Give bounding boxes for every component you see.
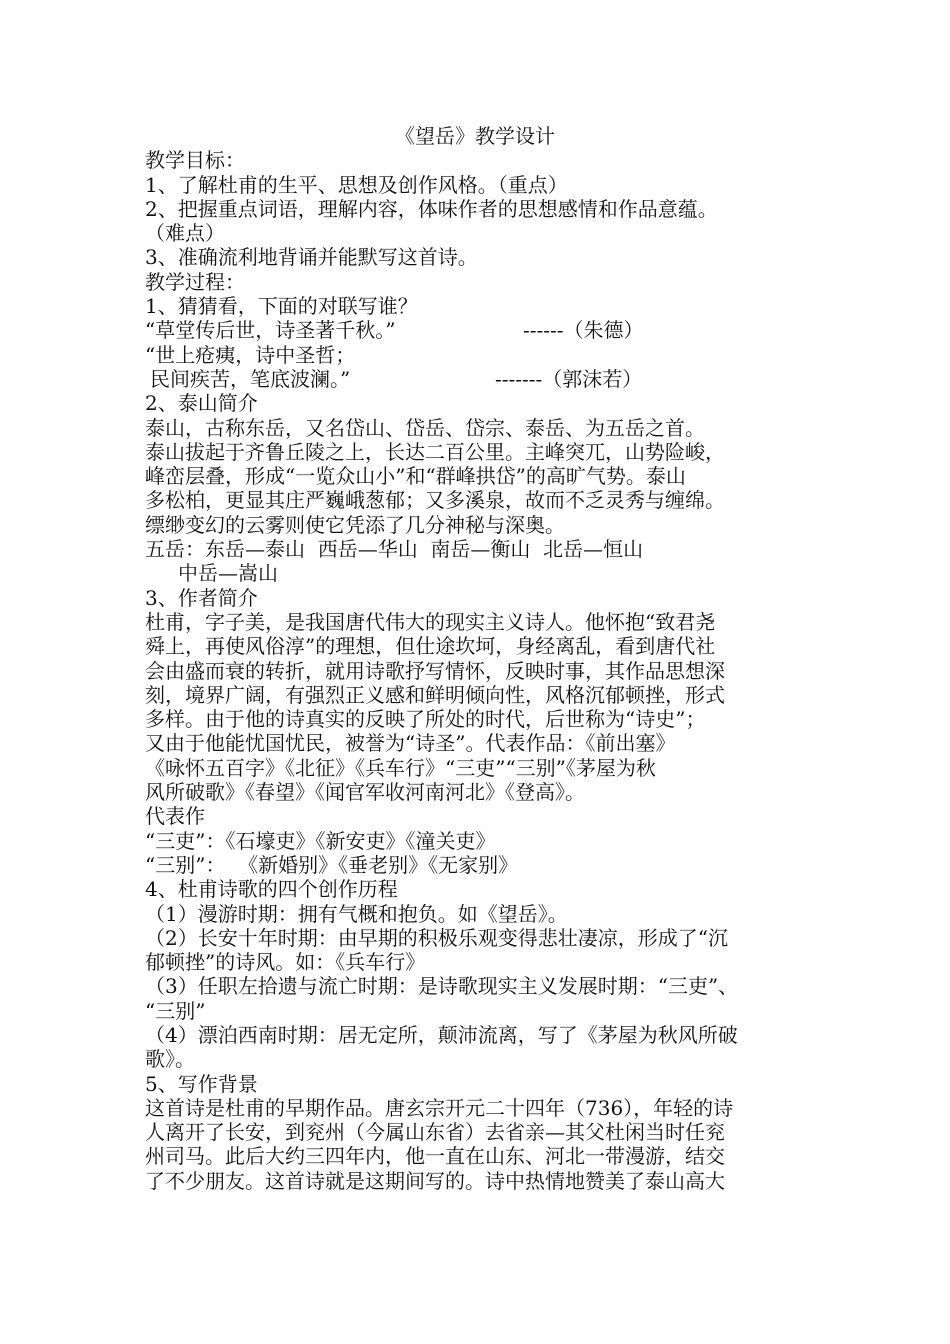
goal-item: 2、把握重点词语，理解内容，体味作者的思想感情和作品意蕴。: [145, 196, 718, 221]
paragraph-line: 这首诗是杜甫的早期作品。唐玄宗开元二十四年（736），年轻的诗: [145, 1095, 734, 1120]
couplet-signature: ------（朱德）: [523, 318, 644, 343]
paragraph-line: 舜上，再使风俗淳”的理想，但仕途坎坷，身经离乱，看到唐代社: [145, 634, 716, 659]
couplet-text: “草堂传后世，诗圣著千秋。”: [145, 318, 396, 343]
paragraph-line: 刻，境界广阔，有强烈正义感和鲜明倾向性，风格沉郁顿挫，形式: [145, 682, 725, 707]
paragraph-line: 人离开了长安，到兖州（今属山东省）去省亲—其父杜闲当时任兖: [145, 1120, 725, 1145]
document-title: 《望岳》教学设计: [395, 124, 555, 148]
paragraph-line: 郁顿挫”的诗风。如：《兵车行》: [145, 950, 426, 975]
works-line: “三吏”：《石壕吏》《新安吏》《潼关吏》: [145, 828, 496, 853]
paragraph-line: 会由盛而衰的转折，就用诗歌抒写情怀，反映时事，其作品思想深: [145, 658, 725, 683]
paragraph-line: 《咏怀五百字》《北征》《兵车行》“三吏”“三别”《茅屋为秋: [145, 755, 656, 780]
section-heading: 3、作者简介: [145, 585, 258, 610]
couplet-line: “世上疮痍，诗中圣哲；: [145, 342, 356, 367]
paragraph-line: （3）任职左拾遗与流亡时期：是诗歌现实主义发展时期：“三吏”、: [145, 974, 739, 999]
works-heading: 代表作: [145, 804, 205, 829]
paragraph-line: 了不少朋友。这首诗就是这期间写的。诗中热情地赞美了泰山高大: [145, 1168, 725, 1193]
couplet-line: [145, 367, 825, 391]
section-heading: 4、杜甫诗歌的四个创作历程: [145, 877, 398, 902]
goal-item: 1、了解杜甫的生平、思想及创作风格。（重点）: [145, 172, 568, 197]
wuyue-line: 中岳—嵩山: [178, 561, 278, 586]
paragraph-line: “三别”: [145, 998, 206, 1023]
goal-item: （难点）: [145, 221, 225, 246]
paragraph-line: （4）漂泊西南时期：居无定所，颠沛流离，写了《茅屋为秋风所破: [145, 1022, 738, 1047]
paragraph-line: 歌》。: [145, 1047, 195, 1072]
section-heading: 5、写作背景: [145, 1071, 258, 1096]
paragraph-line: 州司马。此后大约三四年内，他一直在山东、河北一带漫游，结交: [145, 1144, 725, 1169]
document-page: [145, 124, 825, 1193]
couplet-signature: -------（郭沫若）: [495, 366, 643, 391]
paragraph-line: 风所破歌》《春望》《闻官军收河南河北》《登高》。: [145, 780, 585, 805]
wuyue-line: 五岳：东岳—泰山 西岳—华山 南岳—衡山 北岳—恒山: [145, 537, 644, 562]
paragraph-line: 缥缈变幻的云雾则使它凭添了几分神秘与深奥。: [145, 512, 565, 537]
paragraph-line: （1）漫游时期：拥有气概和抱负。如《望岳》。: [145, 901, 568, 926]
section-heading: 2、泰山简介: [145, 391, 258, 416]
section-heading: 1、猜猜看，下面的对联写谁？: [145, 294, 418, 319]
goal-item: 3、准确流利地背诵并能默写这首诗。: [145, 245, 478, 270]
couplet-line: [145, 318, 825, 342]
couplet-text: 民间疾苦，笔底波澜。”: [150, 366, 351, 391]
paragraph-line: 杜甫，字子美，是我国唐代伟大的现实主义诗人。他怀抱“致君尧: [145, 609, 716, 634]
paragraph-line: 多松柏，更显其庄严巍峨葱郁；又多溪泉，故而不乏灵秀与缠绵。: [145, 488, 725, 513]
paragraph-line: 又由于他能忧国忧民，被誉为“诗圣”。代表作品：《前出塞》: [145, 731, 676, 756]
process-heading: 教学过程：: [145, 269, 245, 294]
paragraph-line: 峰峦层叠，形成“一览众山小”和“群峰拱岱”的高旷气势。泰山: [145, 464, 686, 489]
paragraph-line: 泰山拔起于齐鲁丘陵之上，长达二百公里。主峰突兀，山势险峻，: [145, 439, 725, 464]
works-line: “三别”： 《新婚别》《垂老别》《无家别》: [145, 852, 519, 877]
paragraph-line: 多样。由于他的诗真实的反映了所处的时代，后世称为“诗史”；: [145, 707, 706, 732]
goals-heading: 教学目标：: [145, 148, 245, 173]
paragraph-line: （2）长安十年时期：由早期的积极乐观变得悲壮凄凉，形成了“沉: [145, 925, 728, 950]
paragraph-line: 泰山，古称东岳，又名岱山、岱岳、岱宗、泰岳、为五岳之首。: [145, 415, 705, 440]
